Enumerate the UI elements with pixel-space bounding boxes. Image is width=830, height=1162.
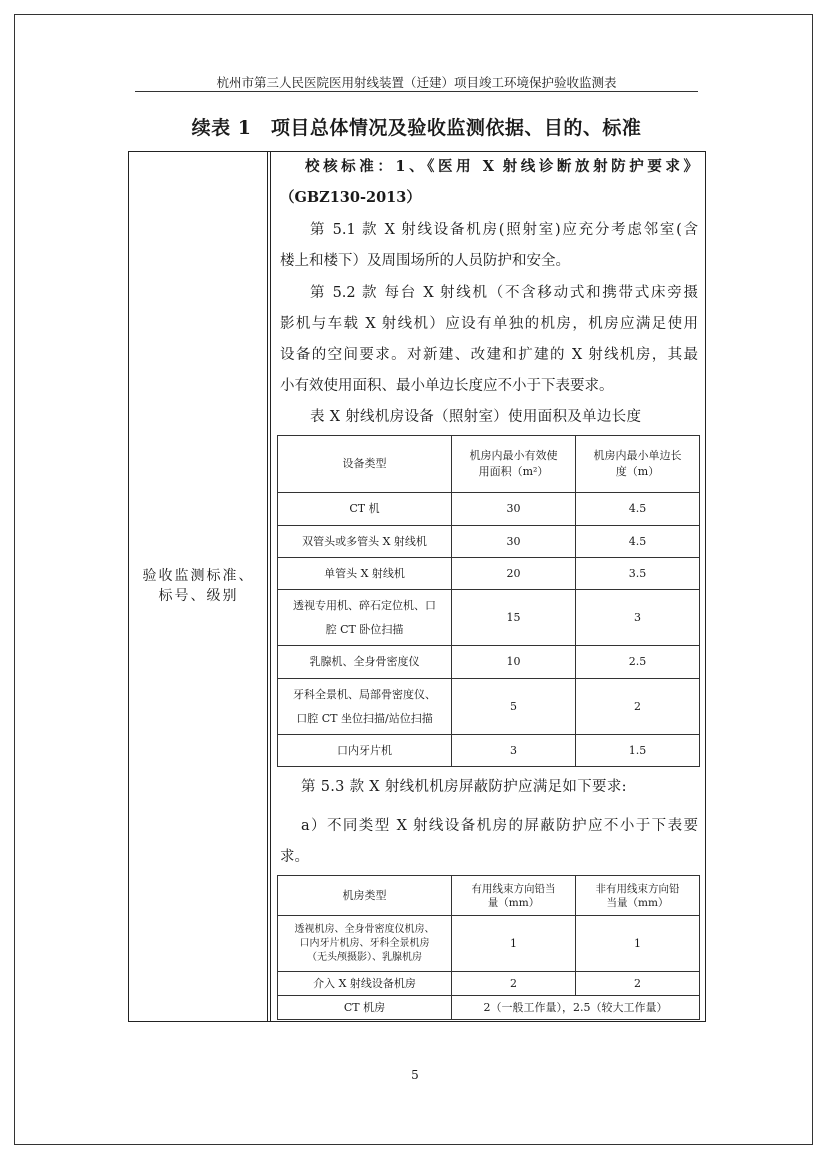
table-row bbox=[278, 590, 700, 646]
table-row bbox=[278, 916, 700, 972]
table-row bbox=[278, 646, 700, 679]
left-column-label bbox=[130, 566, 267, 606]
table-cell: CT 机房 bbox=[278, 996, 452, 1020]
table-row bbox=[278, 996, 700, 1020]
table1-caption: 表 X 射线机房设备（照射室）使用面积及单边长度 bbox=[310, 409, 642, 425]
header-rule bbox=[135, 91, 698, 92]
table-cell: 1 bbox=[576, 916, 700, 972]
table-cell: 2.5 bbox=[576, 646, 700, 679]
cell-text: 口腔 CT 坐位扫描/站位扫描 bbox=[296, 711, 433, 725]
header-text: 有用线束方向铅当 bbox=[471, 882, 556, 895]
clause-5-2-line-4: 小有效使用面积、最小单边长度应不小于下表要求。 bbox=[280, 378, 614, 394]
table-header-cell bbox=[452, 876, 576, 916]
table-cell bbox=[278, 590, 452, 646]
clause-5-2-line-3: 设备的空间要求。对新建、改建和扩建的 X 射线机房，其最 bbox=[280, 347, 698, 363]
clause-5-3: 第 5.3 款 X 射线机机房屏蔽防护应满足如下要求: bbox=[301, 779, 627, 795]
clause-a-line-1: a）不同类型 X 射线设备机房的屏蔽防护应不小于下表要 bbox=[301, 818, 698, 834]
header-text: 量（mm） bbox=[487, 896, 540, 909]
table-cell: 1.5 bbox=[576, 735, 700, 767]
table-row bbox=[278, 526, 700, 558]
table-cell bbox=[278, 679, 452, 735]
column-divider-inner bbox=[270, 151, 271, 1022]
table-header-cell bbox=[576, 876, 700, 916]
table-row bbox=[278, 735, 700, 767]
running-header: 杭州市第三人民医院医用射线装置（迁建）项目竣工环境保护验收监测表 bbox=[216, 75, 617, 90]
table-cell: 乳腺机、全身骨密度仪 bbox=[278, 646, 452, 679]
table-cell: 10 bbox=[452, 646, 576, 679]
header-text: 当量（mm） bbox=[606, 896, 669, 909]
column-divider bbox=[267, 151, 268, 1022]
table-row bbox=[278, 493, 700, 526]
header-text: 机房内最小单边长 bbox=[593, 449, 682, 462]
table-cell: 3 bbox=[452, 735, 576, 767]
table-header-cell bbox=[452, 436, 576, 493]
header-text: 非有用线束方向铅 bbox=[595, 882, 680, 895]
cell-text: 腔 CT 卧位扫描 bbox=[325, 622, 404, 636]
left-label-line1: 验收监测标准、 bbox=[142, 568, 255, 584]
table-cell bbox=[278, 916, 452, 972]
table-row bbox=[278, 972, 700, 996]
table-cell: 2 bbox=[452, 972, 576, 996]
cell-text: （无头颅摄影）、乳腺机房 bbox=[307, 951, 422, 963]
table-cell: 15 bbox=[452, 590, 576, 646]
table-header-cell: 机房类型 bbox=[278, 876, 452, 916]
standard-line-2: （GBZ130-2013） bbox=[280, 189, 421, 206]
table-row bbox=[278, 679, 700, 735]
cell-text: 口内牙片机房、牙科全景机房 bbox=[299, 937, 430, 949]
table-cell: 2 bbox=[576, 972, 700, 996]
standard-line-1: 校核标准：1、《医用 X 射线诊断放射防护要求》 bbox=[305, 158, 698, 175]
table-row bbox=[278, 558, 700, 590]
table-header-cell bbox=[576, 436, 700, 493]
table-cell: CT 机 bbox=[278, 493, 452, 526]
table-cell: 介入 X 射线设备机房 bbox=[278, 972, 452, 996]
table-cell: 30 bbox=[452, 493, 576, 526]
page-number: 5 bbox=[411, 1068, 419, 1082]
header-text: 度（m） bbox=[615, 465, 660, 478]
header-text: 用面积（m²） bbox=[478, 465, 549, 478]
table-cell: 3 bbox=[576, 590, 700, 646]
table-header-cell: 设备类型 bbox=[278, 436, 452, 493]
table-cell: 3.5 bbox=[576, 558, 700, 590]
table-cell: 1 bbox=[452, 916, 576, 972]
clause-5-1-line-2: 楼上和楼下）及周围场所的人员防护和安全。 bbox=[280, 253, 570, 269]
table-cell: 30 bbox=[452, 526, 576, 558]
table-cell: 双管头或多管头 X 射线机 bbox=[278, 526, 452, 558]
table-header-row bbox=[278, 876, 700, 916]
table-cell: 2 bbox=[576, 679, 700, 735]
cell-text: 透视机房、全身骨密度仪机房、 bbox=[294, 923, 435, 935]
clause-a-line-2: 求。 bbox=[280, 849, 309, 865]
left-label-line2: 标号、级别 bbox=[158, 588, 239, 604]
table-cell: 单管头 X 射线机 bbox=[278, 558, 452, 590]
table-cell-merged: 2（一般工作量），2.5（较大工作量） bbox=[452, 996, 700, 1020]
clause-5-2-line-1: 第 5.2 款 每台 X 射线机（不含移动式和携带式床旁摄 bbox=[310, 285, 698, 301]
table-cell: 20 bbox=[452, 558, 576, 590]
room-area-table bbox=[277, 435, 700, 767]
cell-text: 牙科全景机、局部骨密度仪、 bbox=[293, 687, 436, 701]
table-cell: 4.5 bbox=[576, 493, 700, 526]
table-cell: 5 bbox=[452, 679, 576, 735]
cell-text: 透视专用机、碎石定位机、口 bbox=[293, 598, 436, 612]
table-header-row bbox=[278, 436, 700, 493]
table-title: 续表 1 项目总体情况及验收监测依据、目的、标准 bbox=[191, 117, 642, 139]
table-cell: 口内牙片机 bbox=[278, 735, 452, 767]
header-text: 机房内最小有效使 bbox=[469, 449, 558, 462]
clause-5-1-line-1: 第 5.1 款 X 射线设备机房(照射室)应充分考虑邻室(含 bbox=[310, 222, 698, 238]
clause-5-2-line-2: 影机与车载 X 射线机）应设有单独的机房，机房应满足使用 bbox=[280, 316, 698, 332]
shielding-table bbox=[277, 875, 700, 1020]
table-cell: 4.5 bbox=[576, 526, 700, 558]
